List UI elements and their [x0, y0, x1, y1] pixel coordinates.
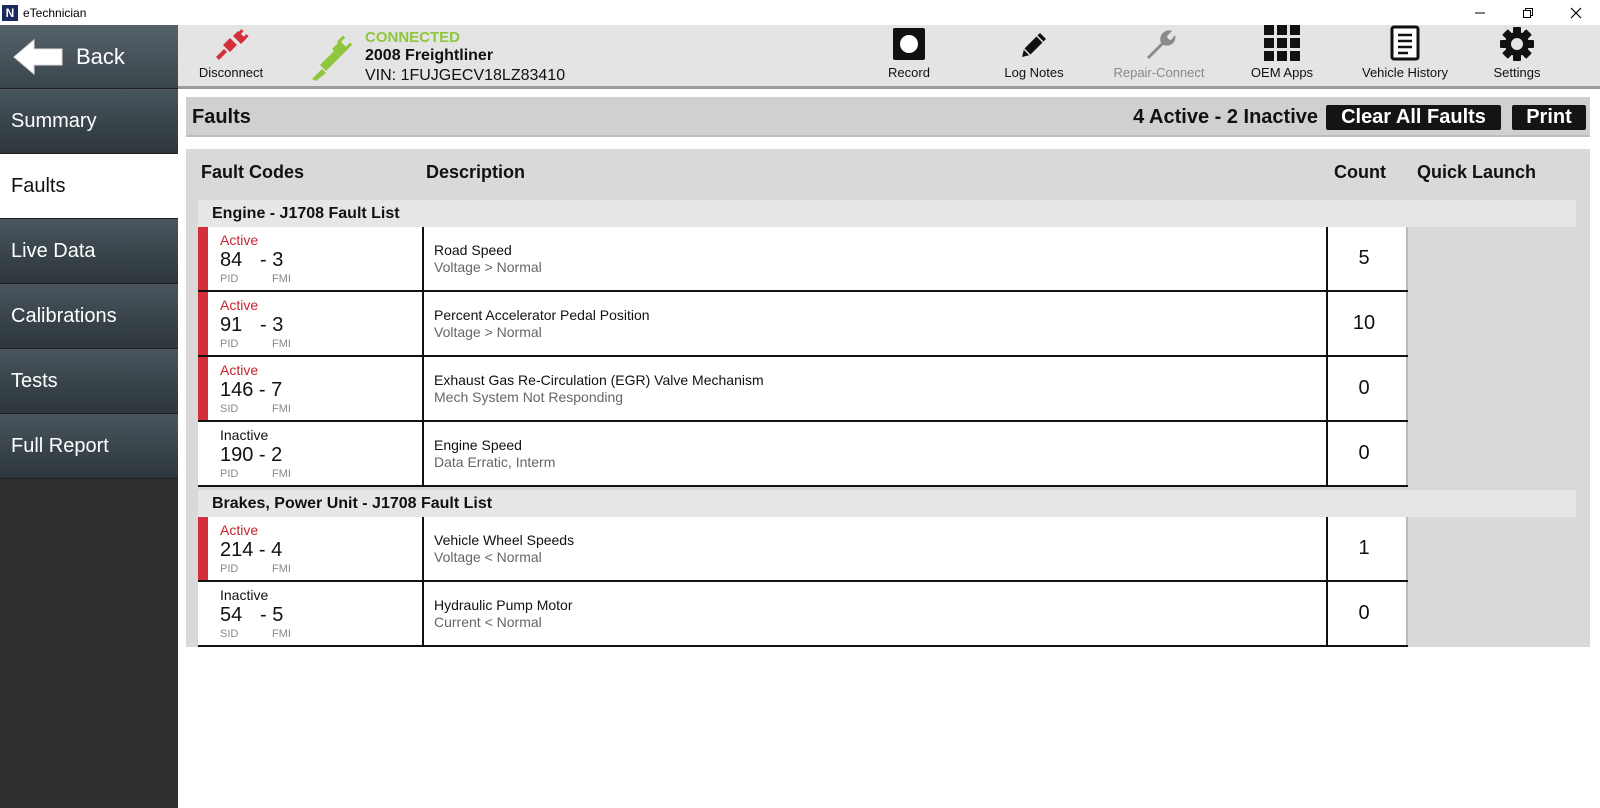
fault-description: Road Speed: [434, 242, 512, 258]
fault-detail: Data Erratic, Interm: [434, 454, 556, 470]
document-icon: [1390, 25, 1420, 61]
fault-description: Hydraulic Pump Motor: [434, 597, 573, 613]
plug-connected-icon: [310, 35, 354, 81]
fault-status: Active: [220, 362, 259, 378]
fmi-label: FMI: [272, 273, 291, 285]
window-title: eTechnician: [23, 5, 87, 20]
fault-description: Engine Speed: [434, 437, 522, 453]
fault-code: 146 - 7: [220, 379, 283, 401]
fault-description: Exhaust Gas Re-Circulation (EGR) Valve Mechanism: [434, 372, 764, 388]
back-label: Back: [76, 43, 125, 69]
window-titlebar: [0, 0, 1600, 25]
fault-code: 54 - 5: [220, 604, 284, 626]
fault-code: 84 - 3: [220, 249, 284, 271]
connection-status: CONNECTED: [365, 29, 461, 46]
fault-status: Inactive: [220, 587, 269, 603]
table-row[interactable]: [198, 582, 1408, 647]
column-header-count: Count: [1334, 162, 1386, 182]
fault-count: 10: [1352, 312, 1376, 334]
vehicle-vin: VIN: 1FUJGECV18LZ83410: [365, 67, 566, 84]
repair-connect-button[interactable]: [1104, 25, 1214, 87]
sidebar-item-tests[interactable]: Tests: [0, 349, 178, 414]
print-button[interactable]: Print: [1512, 105, 1586, 130]
oem-apps-label: OEM Apps: [1250, 65, 1314, 80]
fault-count: 5: [1358, 247, 1370, 269]
fault-status: Inactive: [220, 427, 269, 443]
close-icon: [1570, 7, 1582, 19]
fault-summary: 4 Active - 2 Inactive: [1133, 106, 1318, 128]
minimize-button[interactable]: [1456, 0, 1504, 25]
fault-description: Vehicle Wheel Speeds: [434, 532, 575, 548]
toolbar: [178, 25, 1600, 89]
restore-button[interactable]: [1504, 0, 1552, 25]
inactive-indicator: [198, 582, 208, 645]
back-button[interactable]: [0, 25, 178, 89]
grid-icon: [1264, 25, 1300, 61]
fault-code: 190 - 2: [220, 444, 283, 466]
clear-all-faults-button[interactable]: Clear All Faults: [1326, 105, 1501, 130]
active-indicator: [198, 227, 208, 290]
settings-label: Settings: [1493, 65, 1541, 80]
code-type-label: PID: [220, 273, 239, 285]
fault-group-header: Engine - J1708 Fault List: [198, 200, 1576, 227]
fault-detail: Current < Normal: [434, 614, 542, 630]
gear-icon: [1500, 27, 1534, 61]
faults-panel: [178, 92, 1600, 808]
fault-count: 0: [1358, 377, 1370, 399]
inactive-indicator: [198, 422, 208, 485]
fault-detail: Voltage < Normal: [434, 549, 542, 565]
log-notes-label: Log Notes: [1004, 65, 1064, 80]
minimize-icon: [1474, 7, 1486, 19]
fault-group-header: Brakes, Power Unit - J1708 Fault List: [198, 490, 1576, 517]
fault-code: 214 - 4: [220, 539, 283, 561]
fault-code: 91 - 3: [220, 314, 284, 336]
fmi-label: FMI: [272, 403, 291, 415]
active-indicator: [198, 517, 208, 580]
fmi-label: FMI: [272, 563, 291, 575]
page-title: Faults: [192, 106, 251, 128]
sidebar: [0, 25, 178, 808]
active-indicator: [198, 292, 208, 355]
record-icon: [892, 27, 926, 61]
sidebar-item-live-data[interactable]: Live Data: [0, 219, 178, 284]
window-controls: [1456, 0, 1600, 25]
code-type-label: PID: [220, 338, 239, 350]
repair-connect-label: Repair-Connect: [1113, 65, 1205, 80]
fault-status: Active: [220, 522, 259, 538]
table-row[interactable]: [198, 227, 1408, 292]
record-button[interactable]: [874, 25, 944, 87]
sidebar-item-faults[interactable]: Faults: [0, 154, 178, 219]
table-row[interactable]: [198, 292, 1408, 357]
fault-count: 1: [1358, 537, 1370, 559]
table-row[interactable]: [198, 422, 1408, 487]
log-notes-button[interactable]: [996, 25, 1072, 87]
table-row[interactable]: [198, 357, 1408, 422]
oem-apps-button[interactable]: [1244, 25, 1320, 87]
table-row[interactable]: [198, 517, 1408, 582]
active-indicator: [198, 357, 208, 420]
app-logo: N: [2, 5, 18, 21]
wrench-icon: [1142, 27, 1176, 61]
fault-description: Percent Accelerator Pedal Position: [434, 307, 650, 323]
column-header-quick-launch: Quick Launch: [1417, 162, 1537, 182]
sidebar-item-calibrations[interactable]: Calibrations: [0, 284, 178, 349]
column-header-description: Description: [426, 162, 526, 182]
fault-detail: Mech System Not Responding: [434, 389, 624, 405]
sidebar-item-full-report[interactable]: Full Report: [0, 414, 178, 479]
back-arrow-icon: [12, 38, 64, 76]
fault-detail: Voltage > Normal: [434, 259, 542, 275]
vehicle-name: 2008 Freightliner: [365, 47, 494, 64]
close-button[interactable]: [1552, 0, 1600, 25]
fault-detail: Voltage > Normal: [434, 324, 542, 340]
disconnect-button[interactable]: [196, 25, 266, 87]
fmi-label: FMI: [272, 468, 291, 480]
fault-status: Active: [220, 232, 259, 248]
restore-icon: [1522, 7, 1534, 19]
fault-count: 0: [1358, 442, 1370, 464]
code-type-label: PID: [220, 468, 239, 480]
column-header-fault-codes: Fault Codes: [201, 162, 305, 182]
pencil-icon: [1018, 29, 1050, 61]
code-type-label: PID: [220, 563, 239, 575]
fmi-label: FMI: [272, 338, 291, 350]
code-type-label: SID: [220, 628, 239, 640]
disconnect-label: Disconnect: [198, 65, 264, 80]
vehicle-history-label: Vehicle History: [1362, 65, 1448, 80]
fmi-label: FMI: [272, 628, 291, 640]
vehicle-history-button[interactable]: [1358, 25, 1452, 87]
faults-header: [186, 97, 1590, 137]
sidebar-item-summary[interactable]: Summary: [0, 89, 178, 154]
fault-table: [186, 149, 1590, 647]
settings-button[interactable]: [1482, 25, 1552, 87]
code-type-label: SID: [220, 403, 239, 415]
fault-count: 0: [1358, 602, 1370, 624]
plug-disconnect-icon: [212, 27, 250, 61]
record-label: Record: [888, 65, 930, 80]
fault-status: Active: [220, 297, 259, 313]
